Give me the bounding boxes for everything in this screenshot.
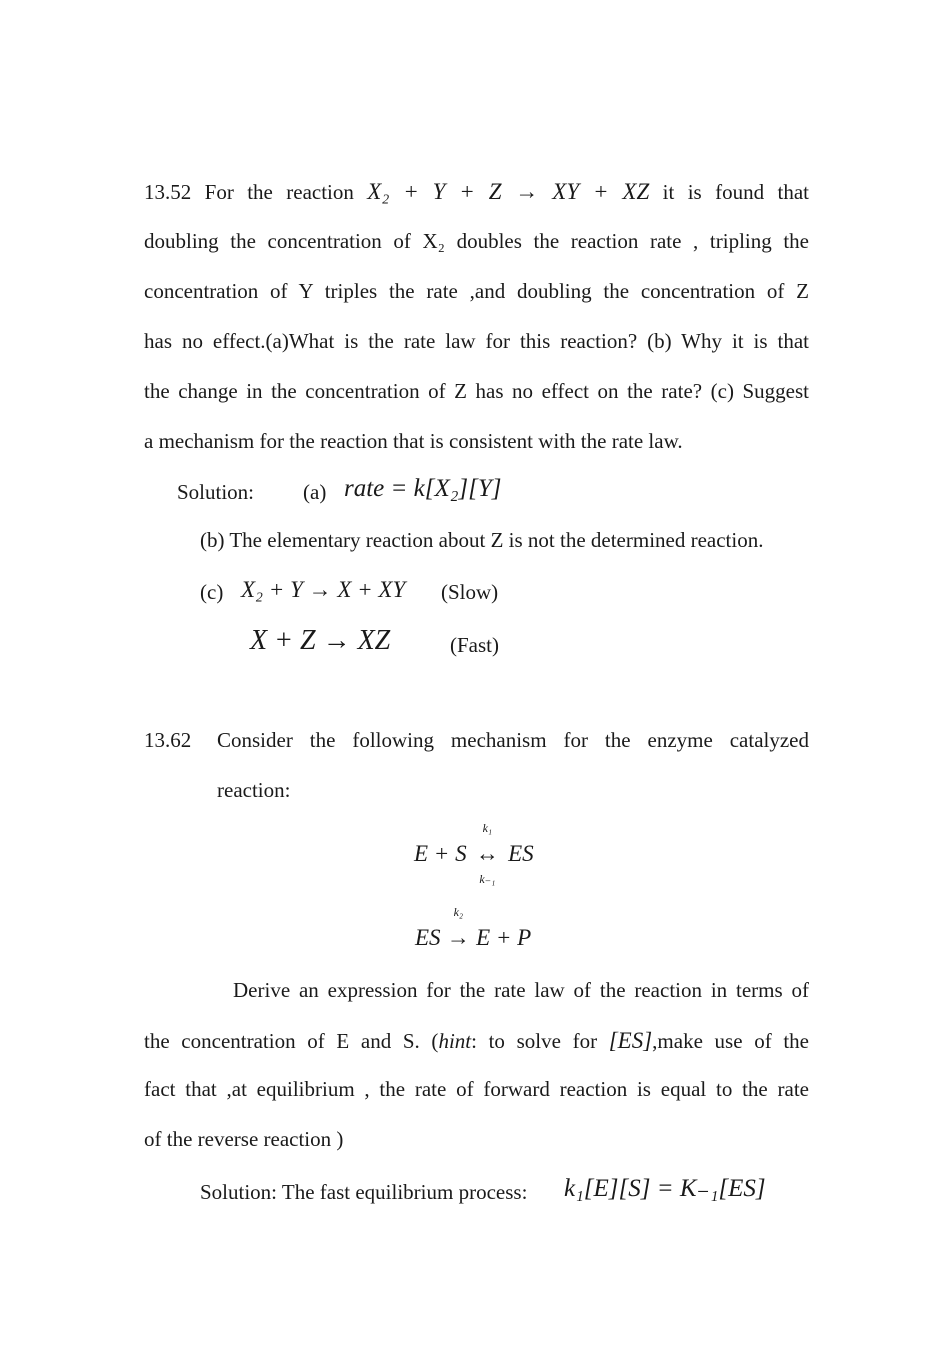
p1-reaction-equation: X₂ + Y + Z → XY + XZ — [367, 179, 650, 204]
p1-line-1 — [144, 180, 809, 203]
p2-hint-word: hint — [438, 1029, 472, 1053]
p2-eq1-arrow — [472, 821, 502, 886]
p2-eq2-k: k₂ — [453, 905, 464, 919]
p2-derive-line-3: fact that ,at equilibrium , the rate of forward reaction is equal to the rate — [144, 1077, 809, 1101]
p2-product-equation — [415, 905, 532, 950]
p2-eq2-arrow — [446, 905, 470, 950]
p2-eq2-right: E + P — [476, 925, 532, 950]
p2-derive-line-2 — [144, 1029, 809, 1052]
p2-es-concentration: [ES] — [608, 1028, 653, 1053]
right-arrow-icon: → — [446, 925, 470, 950]
p1-solution-b: (b) The elementary reaction about Z is not the determined reaction. — [200, 528, 764, 552]
p2-line-2: reaction: — [217, 778, 291, 802]
p2-derive-line-4: of the reverse reaction ) — [144, 1127, 344, 1151]
p1-solution-label: Solution: — [177, 480, 255, 504]
p2-line-1: Consider the following mechanism for the enzyme catalyzed — [217, 728, 809, 752]
p1-mechanism-step-1: X₂ + Y → X + XY — [241, 577, 406, 602]
p2-eq1-k-reverse: k₋₁ — [479, 872, 496, 886]
p1-intro-tail: it is found that — [662, 180, 809, 204]
p1-intro: 13.52 For the reaction — [144, 180, 354, 204]
p2-equilibrium-equation — [414, 821, 534, 886]
double-arrow-icon: ↔ — [475, 841, 499, 866]
p1-solution-a-label: (a) — [303, 480, 327, 504]
p2-derive-text-a: the concentration of E and S. ( — [144, 1029, 439, 1053]
p1-line-5: the change in the concentration of Z has no effect on the rate? (c) Suggest — [144, 379, 809, 403]
p2-eq1-right: ES — [508, 841, 534, 866]
p2-eq2-left: ES — [415, 925, 441, 950]
p2-eq1-k-forward: k₁ — [482, 821, 493, 835]
p2-derive-text-c: ,make use of the — [652, 1029, 810, 1053]
p1-mechanism-step-2: X + Z → XZ — [250, 625, 391, 656]
p2-solution-label: Solution: The fast equilibrium process: — [200, 1180, 528, 1204]
p1-line-4: has no effect.(a)What is the rate law for this reaction? (b) Why it is that — [144, 329, 809, 353]
p1-line-2: doubling the concentration of X₂ doubles the reaction rate , tripling the — [144, 229, 809, 253]
p2-derive-text-b: : to solve for — [471, 1029, 598, 1053]
p2-derive-line-1: Derive an expression for the rate law of the reaction in terms of — [233, 978, 809, 1002]
p1-line-3: concentration of Y triples the rate ,and doubling the concentration of Z — [144, 279, 809, 303]
p2-equilibrium-expression: k₁[E][S] = K₋₁[ES] — [564, 1175, 766, 1202]
p1-solution-c-label: (c) — [200, 580, 224, 604]
p2-number: 13.62 — [144, 728, 192, 752]
p1-fast-label: (Fast) — [450, 633, 499, 657]
p1-line-6: a mechanism for the reaction that is consistent with the rate law. — [144, 429, 683, 453]
p2-eq1-left: E + S — [414, 841, 467, 866]
p1-rate-law: rate = k[X₂][Y] — [344, 475, 502, 502]
p1-slow-label: (Slow) — [441, 580, 499, 604]
